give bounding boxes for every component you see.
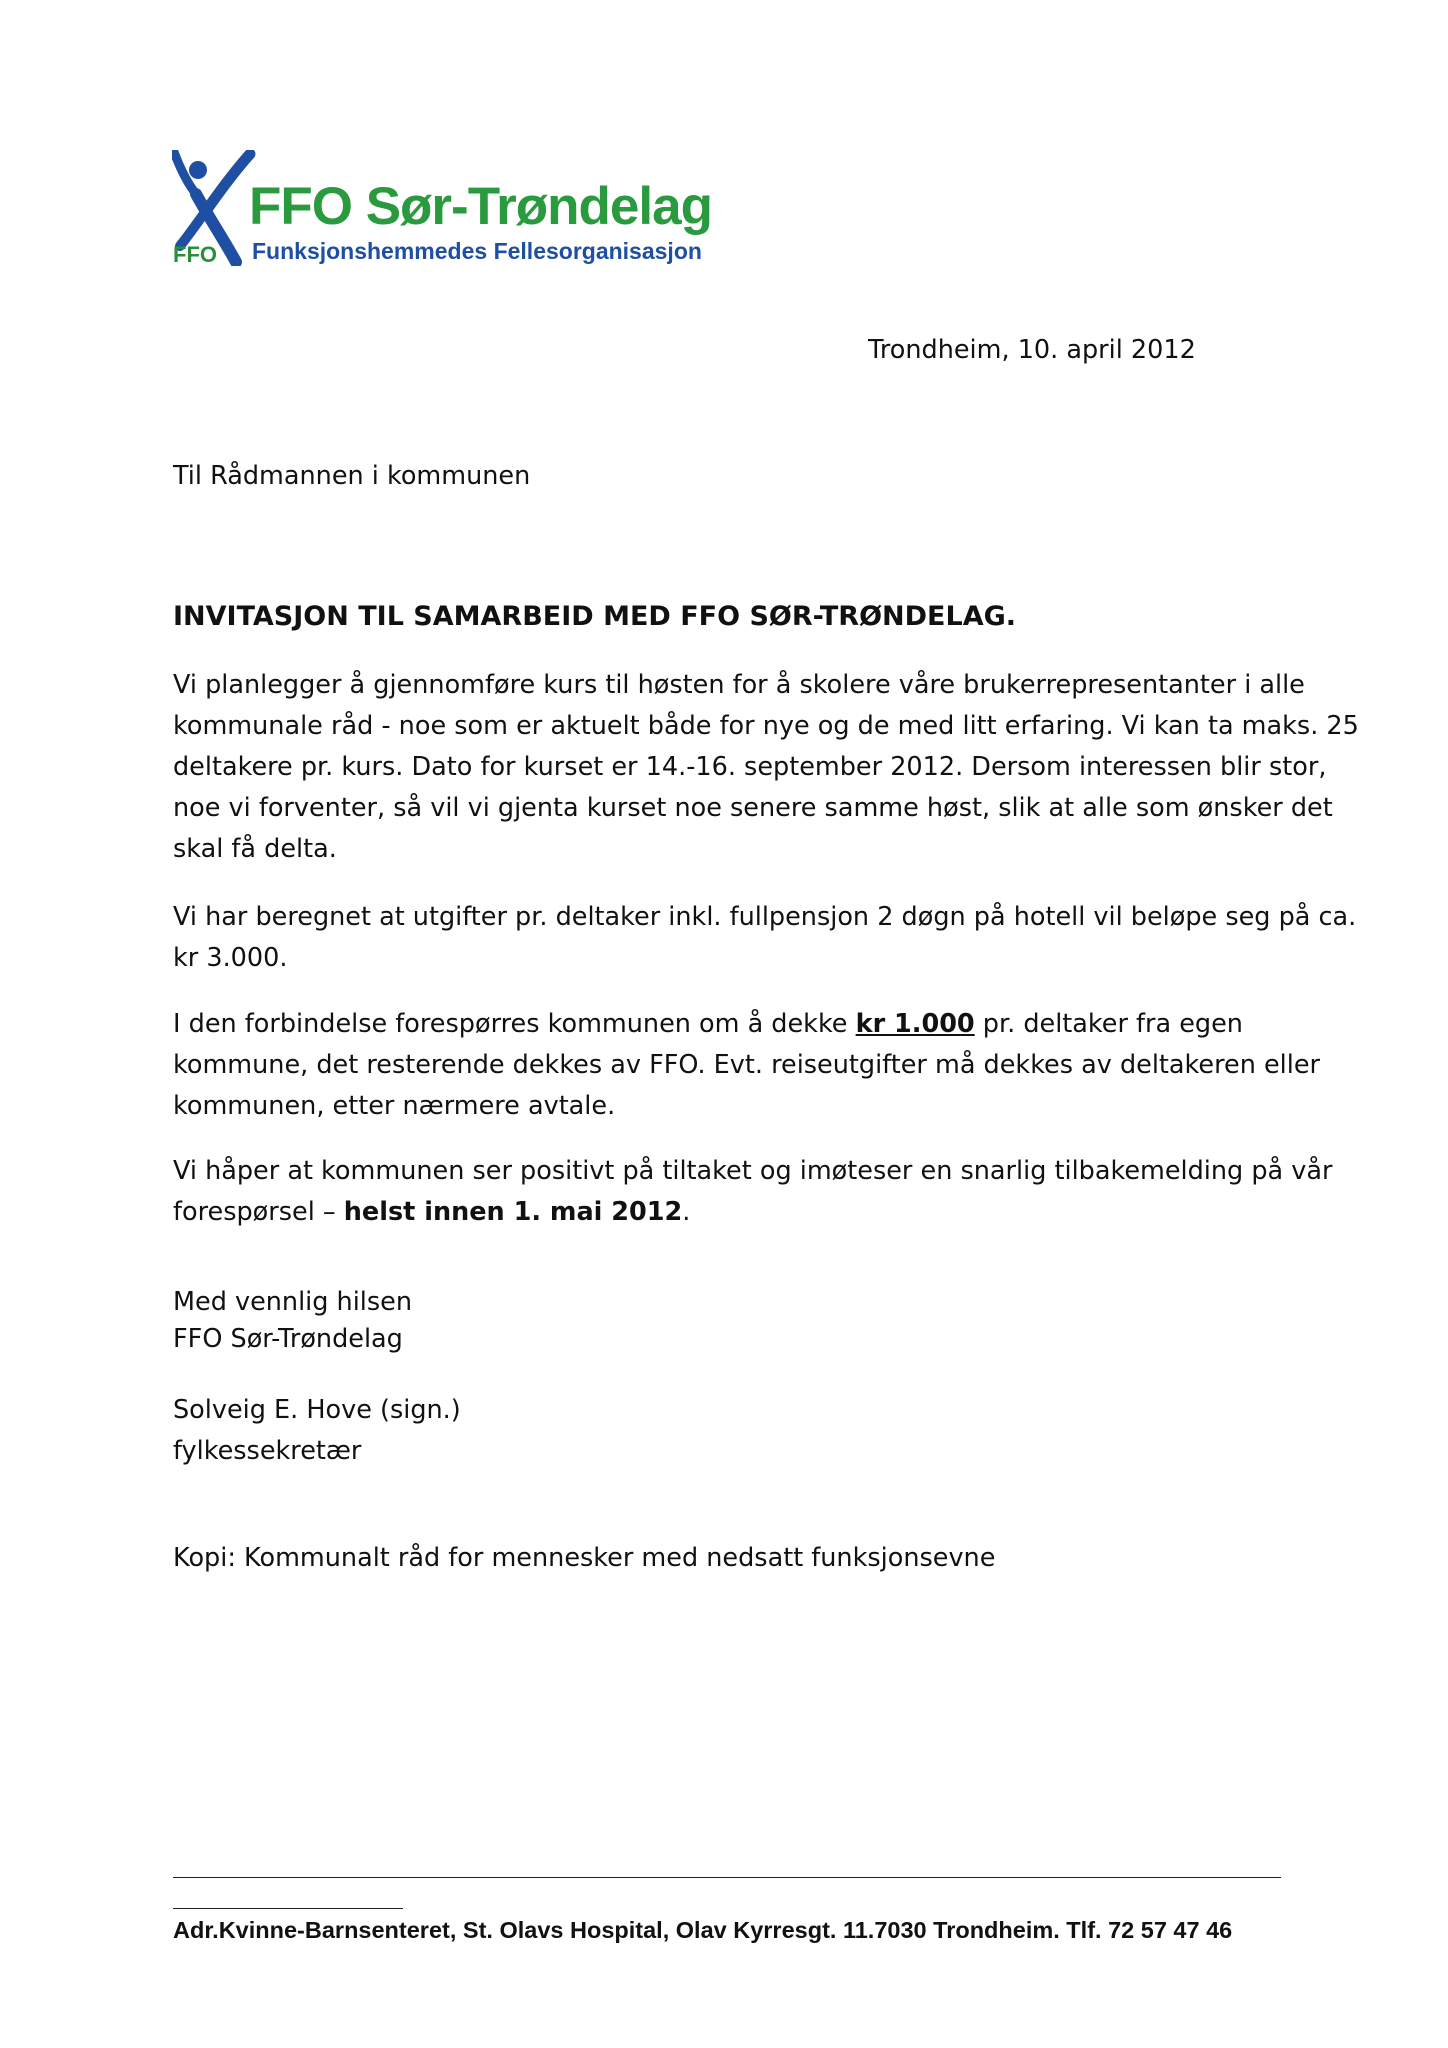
closing: Med vennlig hilsen <box>173 1287 413 1317</box>
paragraph-text: pr. deltaker fra egen <box>974 1009 1243 1039</box>
organization-name: FFO Sør-Trøndelag <box>173 1324 403 1354</box>
paragraph-line: Vi har beregnet at utgifter pr. deltaker inkl. fullpensjon 2 døgn på hotell vil beløpe seg på ca. <box>173 902 1357 932</box>
letter-heading: INVITASJON TIL SAMARBEID MED FFO SØR-TRØNDELAG. <box>173 601 1017 632</box>
paragraph-course-plan <box>173 665 1359 870</box>
paragraph-line: kommune, det resterende dekkes av FFO. Evt. reiseutgifter må dekkes av deltakeren eller <box>173 1050 1321 1080</box>
paragraph-line: deltakere pr. kurs. Dato for kurset er 14.-16. september 2012. Dersom interessen blir stor, <box>173 752 1327 782</box>
paragraph-line <box>173 1004 1283 1045</box>
paragraph-line: skal få delta. <box>173 834 337 864</box>
paragraph-deadline <box>173 1151 1333 1233</box>
letter-recipient: Til Rådmannen i kommunen <box>173 461 531 491</box>
paragraph-line: noe vi forventer, så vil vi gjenta kurset noe senere samme høst, slik at alle som ønsker det <box>173 793 1333 823</box>
logo-subtitle: Funksjonshemmedes Fellesorganisasjon <box>252 238 702 264</box>
paragraph-line: kommunale råd - noe som er aktuelt både for nye og de med litt erfaring. Vi kan ta maks. 25 <box>173 711 1359 741</box>
paragraph-line: kommunen, etter nærmere avtale. <box>173 1091 616 1121</box>
logo-title: FFO Sør-Trøndelag <box>249 177 712 236</box>
signer-title: fylkessekretær <box>173 1436 362 1466</box>
logo-ffo-label: FFO <box>173 242 217 267</box>
footer-divider <box>173 1877 1281 1878</box>
paragraph-line: Vi håper at kommunen ser positivt på tiltaket og imøteser en snarlig tilbakemelding på vår <box>173 1156 1333 1186</box>
paragraph-line: kr 3.000. <box>173 943 288 973</box>
paragraph-text: forespørsel – <box>173 1197 344 1227</box>
letter-date: Trondheim, 10. april 2012 <box>868 335 1196 365</box>
paragraph-request <box>173 1004 1321 1127</box>
footer-divider-short <box>173 1908 403 1909</box>
ffo-logo <box>172 150 732 268</box>
signer-name: Solveig E. Hove (sign.) <box>173 1395 461 1425</box>
footer-address: Adr.Kvinne-Barnsenteret, St. Olavs Hospital, Olav Kyrresgt. 11.7030 Trondheim. Tlf. 72 57 47 46 <box>173 1917 1233 1943</box>
paragraph-line <box>173 1192 1283 1233</box>
paragraph-costs <box>173 897 1357 979</box>
paragraph-line: Vi planlegger å gjennomføre kurs til høsten for å skolere våre brukerrepresentanter i alle <box>173 670 1305 700</box>
paragraph-text: . <box>682 1197 691 1227</box>
deadline-emphasis: helst innen 1. mai 2012 <box>343 1197 683 1227</box>
amount-emphasis: kr 1.000 <box>855 1009 975 1039</box>
copy-recipient: Kopi: Kommunalt råd for mennesker med nedsatt funksjonsevne <box>173 1543 996 1573</box>
paragraph-text: I den forbindelse forespørres kommunen om å dekke <box>173 1009 856 1039</box>
